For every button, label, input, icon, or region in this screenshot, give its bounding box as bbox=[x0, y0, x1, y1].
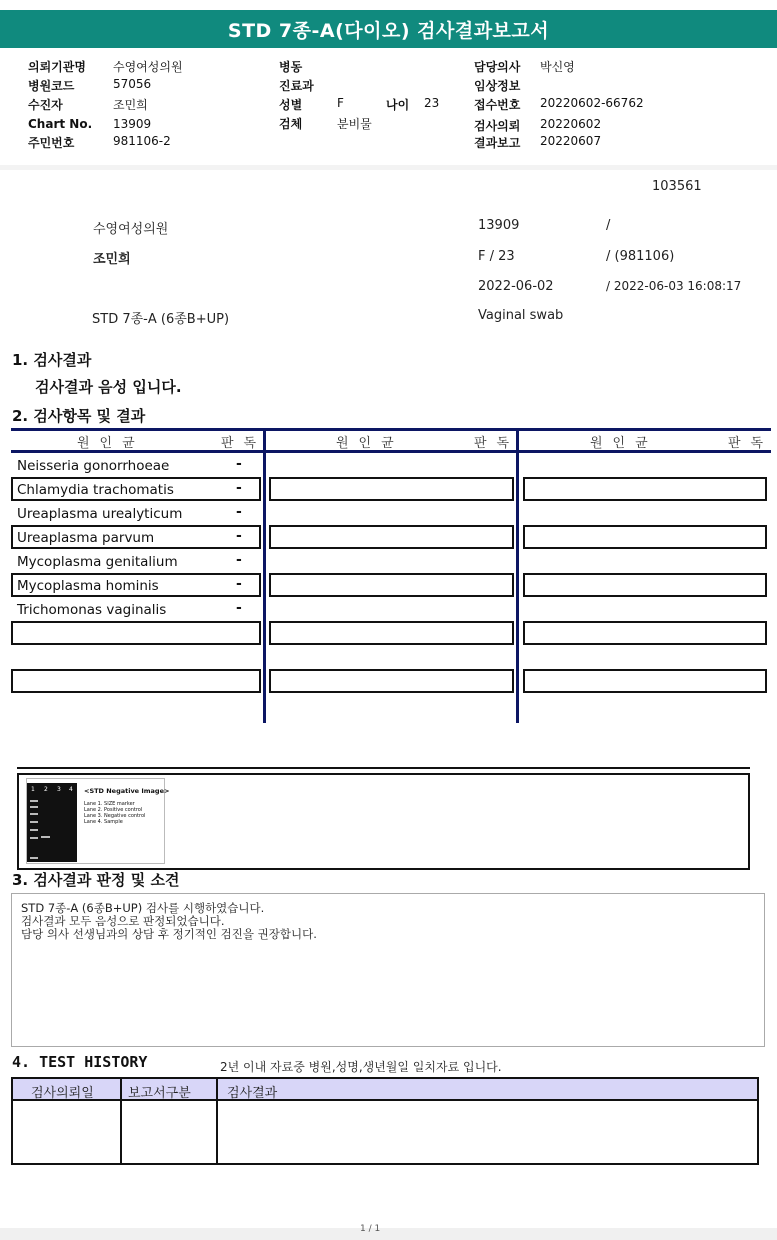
gel-band bbox=[41, 836, 50, 838]
footer-bar bbox=[0, 1228, 777, 1240]
gel-lane-label: Lane 2. Positive control bbox=[84, 807, 143, 813]
results-table-divider-2 bbox=[516, 428, 519, 723]
info-resident-number-value: 981106-2 bbox=[113, 134, 171, 148]
result-trichomonas-vaginalis: - bbox=[236, 600, 242, 616]
table-row bbox=[11, 669, 261, 693]
organism-neisseria-gonorrhoeae: Neisseria gonorrhoeae bbox=[17, 458, 170, 474]
section-1-result-text: 검사결과 음성 입니다. bbox=[35, 378, 182, 396]
results-table-divider-1 bbox=[263, 428, 266, 723]
gel-band bbox=[30, 800, 38, 802]
result-ureaplasma-urealyticum: - bbox=[236, 504, 242, 520]
gel-band bbox=[30, 806, 38, 808]
summary-chart-no: 13909 bbox=[478, 218, 520, 233]
info-age-value: 23 bbox=[424, 96, 440, 110]
image-frame-top-rule bbox=[17, 767, 750, 769]
table-row bbox=[523, 669, 767, 693]
table-row bbox=[523, 525, 767, 549]
header-separator bbox=[0, 165, 777, 170]
gel-lane-number: 1 bbox=[31, 786, 35, 793]
info-specimen: 검체 bbox=[279, 117, 303, 131]
info-specimen-value: 분비물 bbox=[337, 117, 372, 131]
info-hospital-code-value: 57056 bbox=[113, 77, 152, 91]
table-row bbox=[269, 525, 514, 549]
gel-lane-number: 2 bbox=[44, 786, 48, 793]
history-col-divider bbox=[216, 1079, 218, 1163]
organism-mycoplasma-hominis: Mycoplasma hominis bbox=[17, 578, 159, 594]
info-hospital-code: 병원코드 bbox=[28, 79, 75, 93]
summary-test-name: STD 7종-A (6종B+UP) bbox=[92, 312, 230, 327]
opinion-line: 담당 의사 선생님과의 상담 후 정기적인 검진을 권장합니다. bbox=[21, 927, 317, 941]
gel-lane-number: 3 bbox=[57, 786, 61, 793]
history-col-divider bbox=[120, 1079, 122, 1163]
result-chlamydia-trachomatis: - bbox=[236, 480, 242, 496]
info-sex-value: F bbox=[337, 96, 344, 110]
col-header-result-3: 판독 bbox=[728, 436, 774, 451]
info-report-date-value: 20220607 bbox=[540, 134, 602, 148]
history-table-header bbox=[13, 1079, 757, 1101]
section-3-title: 3. 검사결과 판정 및 소견 bbox=[12, 871, 180, 889]
table-row bbox=[269, 621, 514, 645]
gel-image-card bbox=[26, 778, 170, 864]
info-doctor: 담당의사 bbox=[474, 60, 521, 74]
summary-request-date: 2022-06-02 bbox=[478, 279, 554, 294]
summary-sex-age: F / 23 bbox=[478, 249, 515, 264]
gel-band bbox=[30, 821, 38, 823]
history-table bbox=[11, 1077, 759, 1165]
organism-ureaplasma-urealyticum: Ureaplasma urealyticum bbox=[17, 506, 183, 522]
info-age: 나이 bbox=[386, 98, 410, 112]
table-row bbox=[11, 621, 261, 645]
history-header-report-type: 보고서구분 bbox=[128, 1086, 191, 1101]
opinion-line: 검사결과 모두 음성으로 판정되었습니다. bbox=[21, 914, 225, 928]
gel-band bbox=[30, 829, 38, 831]
gel-lane-label: Lane 3. Negative control bbox=[84, 813, 146, 819]
summary-id: 103561 bbox=[652, 179, 702, 194]
col-header-result-1: 판독 bbox=[221, 436, 267, 451]
gel-lane-label: Lane 4. Sample bbox=[84, 819, 123, 825]
history-note: 2년 이내 자료중 병원,성명,생년월일 일치자료 입니다. bbox=[220, 1060, 502, 1074]
info-patient-value: 조민희 bbox=[113, 98, 148, 112]
info-request-date: 검사의뢰 bbox=[474, 119, 521, 133]
info-ward: 병동 bbox=[279, 60, 303, 74]
info-receipt-number: 접수번호 bbox=[474, 98, 521, 112]
info-department: 진료과 bbox=[279, 79, 314, 93]
history-header-request-date: 검사의뢰일 bbox=[31, 1086, 94, 1101]
table-row bbox=[523, 573, 767, 597]
info-doctor-value: 박신영 bbox=[540, 60, 575, 74]
organism-trichomonas-vaginalis: Trichomonas vaginalis bbox=[17, 602, 167, 618]
gel-electrophoresis-image bbox=[27, 783, 77, 862]
info-requesting-institution-value: 수영여성의원 bbox=[113, 60, 183, 74]
section-4-title: 4. TEST HISTORY bbox=[12, 1053, 148, 1071]
info-requesting-institution: 의뢰기관명 bbox=[28, 60, 86, 74]
gel-lane-number: 4 bbox=[69, 786, 73, 793]
opinion-box bbox=[11, 893, 765, 1047]
info-resident-number: 주민번호 bbox=[28, 136, 75, 150]
info-sex: 성별 bbox=[279, 98, 303, 112]
section-1-title: 1. 검사결과 bbox=[12, 351, 92, 369]
results-table-top-rule bbox=[11, 428, 771, 431]
table-row bbox=[523, 477, 767, 501]
summary-patient: 조민희 bbox=[93, 252, 131, 267]
info-patient: 수진자 bbox=[28, 98, 63, 112]
gel-band bbox=[30, 813, 38, 815]
organism-ureaplasma-parvum: Ureaplasma parvum bbox=[17, 530, 155, 546]
report-title: STD 7종-A(다이오) 검사결과보고서 bbox=[0, 10, 777, 48]
opinion-line: STD 7종-A (6종B+UP) 검사를 시행하였습니다. bbox=[21, 901, 265, 915]
table-row bbox=[269, 669, 514, 693]
table-row bbox=[523, 621, 767, 645]
info-receipt-number-value: 20220602-66762 bbox=[540, 96, 644, 110]
col-header-result-2: 판독 bbox=[474, 436, 520, 451]
result-mycoplasma-hominis: - bbox=[236, 576, 242, 592]
col-header-organism-2: 원인균 bbox=[336, 436, 404, 451]
info-chart-no-value: 13909 bbox=[113, 117, 152, 131]
page-number: 1 / 1 bbox=[360, 1224, 381, 1234]
result-mycoplasma-genitalium: - bbox=[236, 552, 242, 568]
gel-band bbox=[30, 837, 38, 839]
result-ureaplasma-parvum: - bbox=[236, 528, 242, 544]
col-header-organism-3: 원인균 bbox=[590, 436, 658, 451]
summary-hospital: 수영여성의원 bbox=[93, 222, 169, 237]
result-neisseria-gonorrhoeae: - bbox=[236, 456, 242, 472]
organism-chlamydia-trachomatis: Chlamydia trachomatis bbox=[17, 482, 174, 498]
gel-lane-label: Lane 1. SIZE marker bbox=[84, 801, 135, 807]
info-request-date-value: 20220602 bbox=[540, 117, 602, 131]
summary-slash: / bbox=[606, 218, 611, 233]
table-row bbox=[269, 477, 514, 501]
history-header-result: 검사결과 bbox=[227, 1086, 278, 1101]
gel-image-title: <STD Negative Image> bbox=[84, 787, 170, 795]
organism-mycoplasma-genitalium: Mycoplasma genitalium bbox=[17, 554, 178, 570]
table-row bbox=[269, 573, 514, 597]
summary-birth: / (981106) bbox=[606, 249, 675, 264]
gel-band bbox=[30, 857, 38, 859]
summary-report-datetime: / 2022-06-03 16:08:17 bbox=[606, 279, 742, 293]
col-header-organism-1: 원인균 bbox=[77, 436, 145, 451]
info-chart-no: Chart No. bbox=[28, 117, 93, 131]
info-report-date: 결과보고 bbox=[474, 136, 521, 150]
section-2-title: 2. 검사항목 및 결과 bbox=[12, 407, 146, 425]
info-clinical-info: 임상정보 bbox=[474, 79, 521, 93]
summary-specimen: Vaginal swab bbox=[478, 308, 564, 323]
